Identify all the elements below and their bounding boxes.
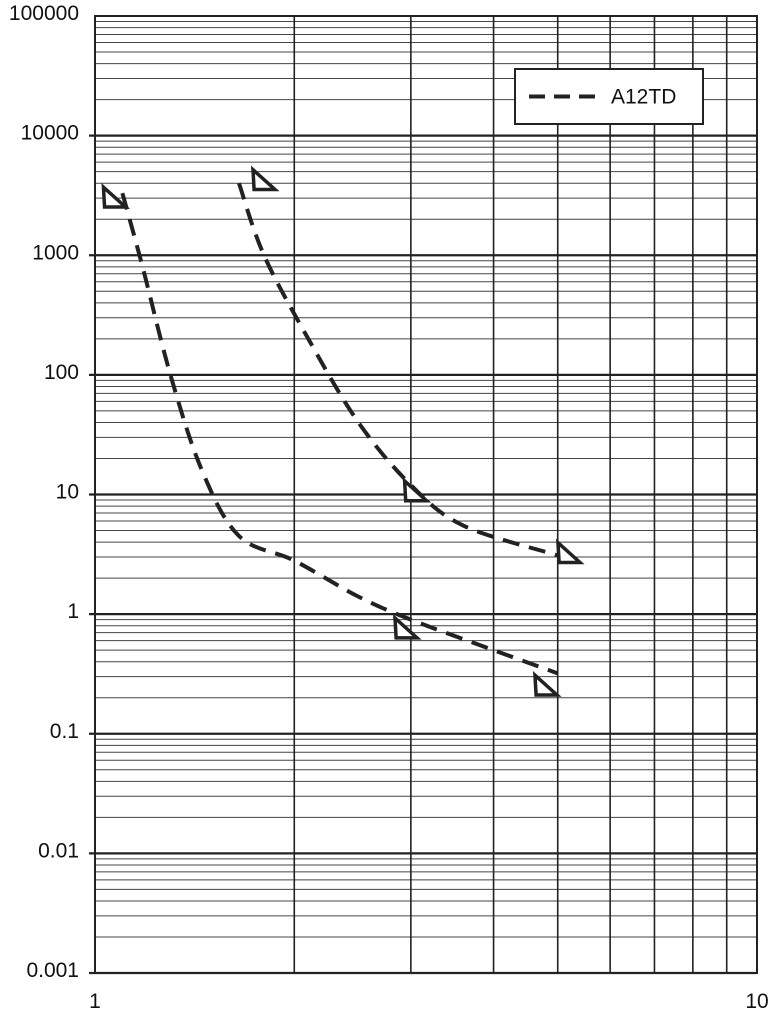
y-tick-label: 1 bbox=[67, 600, 79, 624]
x-tick-label: 1 bbox=[89, 990, 101, 1012]
y-tick-label: 10 bbox=[55, 480, 79, 504]
legend bbox=[515, 69, 703, 124]
y-tick-label: 1000 bbox=[32, 241, 79, 265]
legend-entry-A12TD: A12TD bbox=[611, 85, 677, 109]
y-tick-label: 0.1 bbox=[49, 719, 79, 743]
y-tick-label: 0.001 bbox=[26, 959, 79, 982]
y-tick-label: 10000 bbox=[20, 121, 79, 145]
y-tick-label: 100000 bbox=[8, 2, 79, 25]
y-tick-label: 100 bbox=[43, 360, 79, 384]
x-tick-label: 10 bbox=[745, 990, 769, 1012]
y-tick-label: 0.01 bbox=[38, 839, 79, 863]
